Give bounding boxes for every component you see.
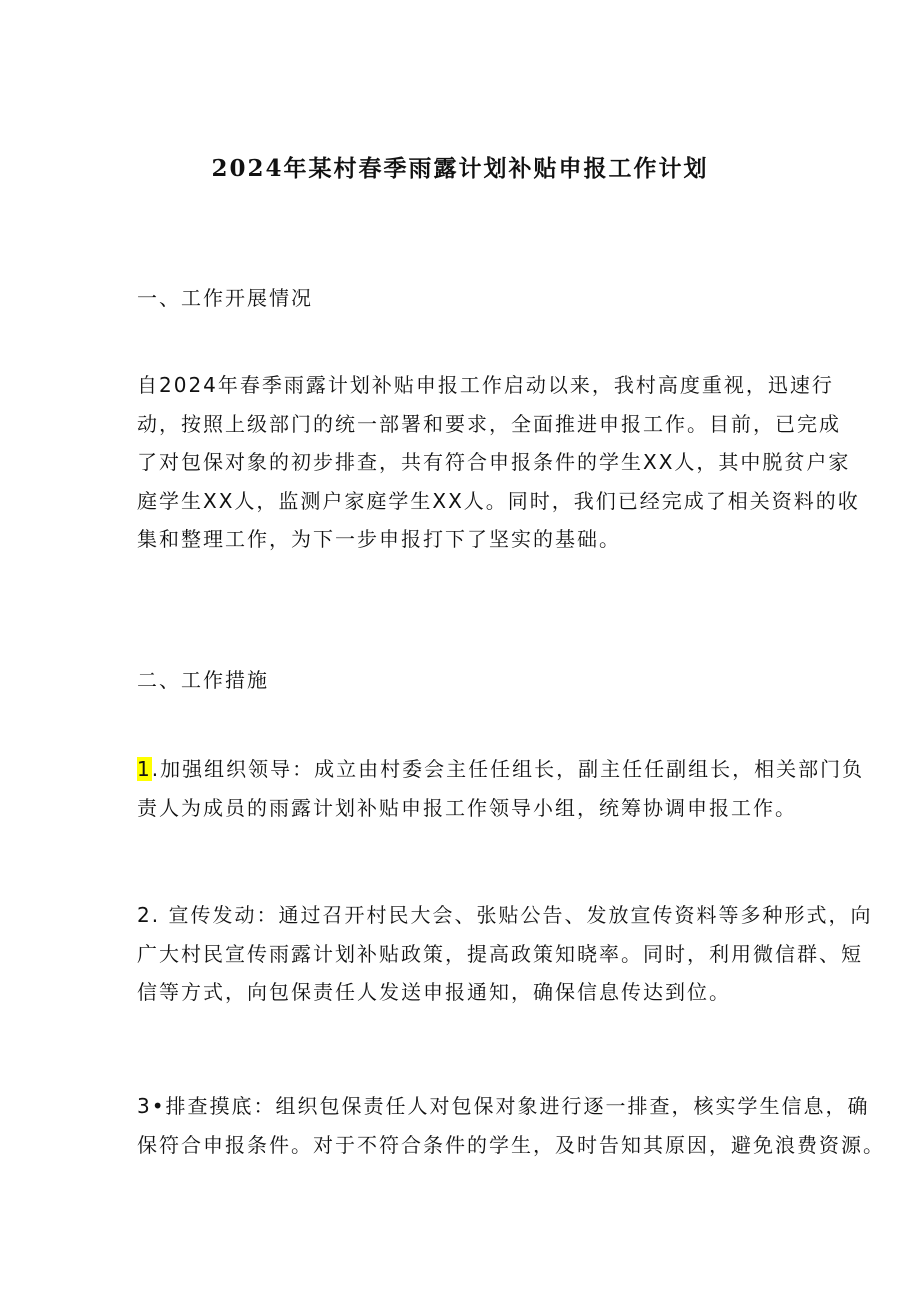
paragraph-line: 集和整理工作，为下一步申报打下了坚实的基础。 — [137, 527, 621, 551]
measure-item-3 — [137, 1087, 885, 1164]
paragraph-line: 庭学生XX人，监测户家庭学生XX人。同时，我们已经完成了相关资料的收 — [137, 488, 860, 513]
section-heading-1: 一、工作开展情况 — [137, 286, 313, 310]
highlighted-number: 1 — [137, 757, 152, 781]
paragraph-line: 广大村民宣传雨露计划补贴政策，提高政策知晓率。同时，利用微信群、短 — [137, 941, 863, 966]
paragraph-line — [137, 750, 865, 789]
paragraph-line: 责人为成员的雨露计划补贴申报工作领导小组，统筹协调申报工作。 — [137, 795, 797, 820]
document-title: 2024年某村春季雨露计划补贴申报工作计划 — [211, 155, 709, 182]
paragraph-line: 自2024年春季雨露计划补贴申报工作启动以来，我村高度重视，迅速行 — [137, 373, 834, 397]
section-1-paragraph — [137, 366, 860, 559]
paragraph-line: 3•排查摸底：组织包保责任人对包保对象进行逐一排查，核实学生信息，确 — [137, 1094, 870, 1118]
paragraph-line-text: .加强组织领导：成立由村委会主任任组长，副主任任副组长，相关部门负 — [151, 757, 865, 781]
paragraph-line: 2. 宣传发动：通过召开村民大会、张贴公告、发放宣传资料等多种形式，向 — [137, 903, 873, 927]
paragraph-line: 信等方式，向包保责任人发送申报通知，确保信息传达到位。 — [137, 980, 731, 1004]
paragraph-line: 保符合申报条件。对于不符合条件的学生，及时告知其原因，避免浪费资源。 — [137, 1132, 885, 1157]
paragraph-line: 了对包保对象的初步排查，共有符合申报条件的学生XX人，其中脱贫户家 — [137, 450, 851, 474]
measure-item-2 — [137, 896, 873, 1012]
paragraph-line: 动，按照上级部门的统一部署和要求，全面推进申报工作。目前，已完成 — [137, 411, 841, 436]
section-heading-2: 二、工作措施 — [137, 668, 269, 692]
measure-item-1 — [137, 750, 865, 827]
